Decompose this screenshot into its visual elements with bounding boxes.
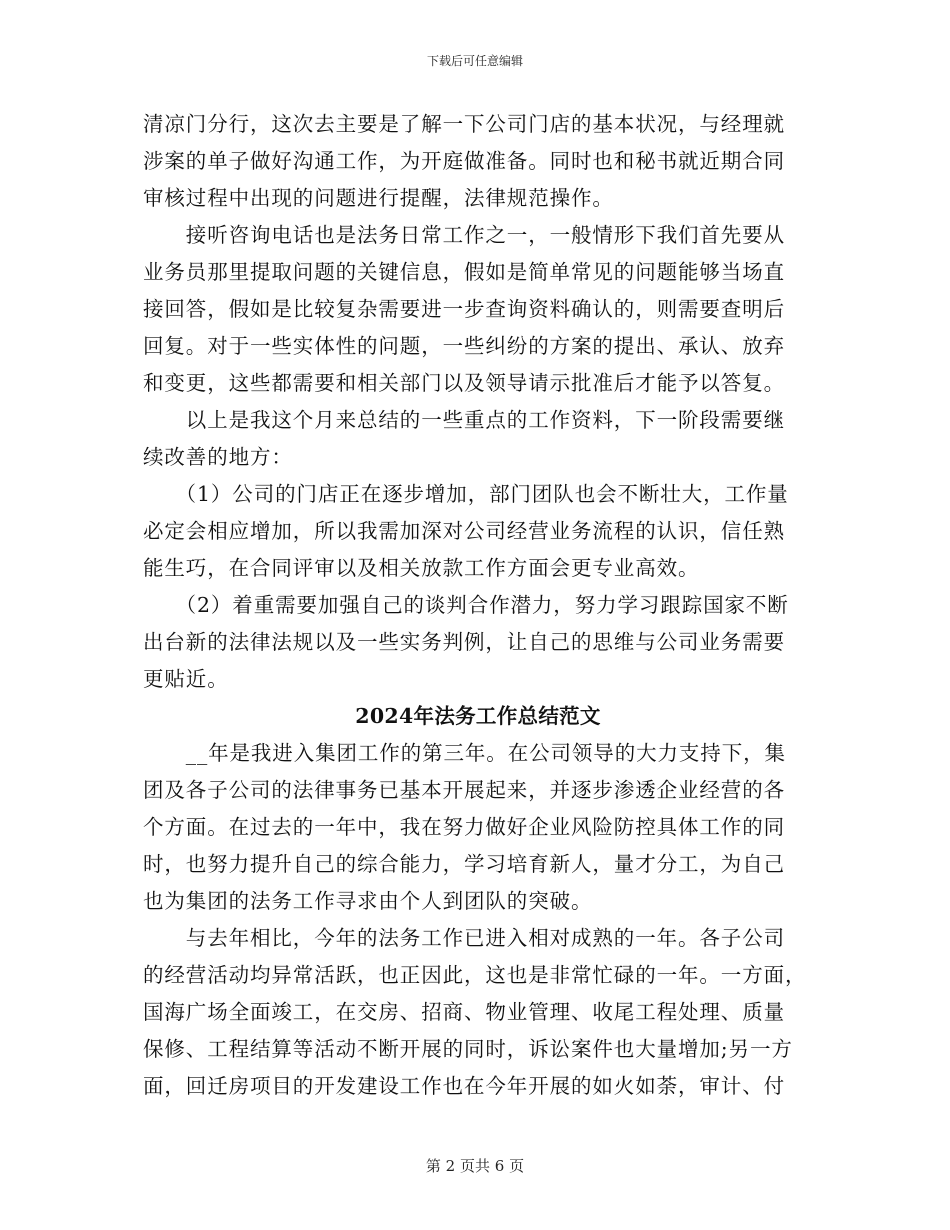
- body-line-1: 清凉门分行，这次去主要是了解一下公司门店的基本状况，与经理就: [143, 112, 785, 136]
- body-line-5: 业务员那里提取问题的关键信息，假如是简单常见的问题能够当场直: [143, 260, 785, 284]
- body-line-14: （2）着重需要加强自己的谈判合作潜力，努力学习跟踪国家不断: [143, 593, 789, 617]
- body-line-11: （1）公司的门店正在逐步增加，部门团队也会不断壮大，工作量: [143, 482, 789, 506]
- body-line-15: 出台新的法律法规以及一些实务判例，让自己的思维与公司业务需要: [143, 630, 785, 654]
- body-line-13: 能生巧，在合同评审以及相关放款工作方面会更专业高效。: [143, 556, 700, 580]
- body-line-22: 也为集团的法务工作寻求由个人到团队的突破。: [143, 889, 593, 913]
- body-line-19: 团及各子公司的法律事务已基本开展起来，并逐步渗透企业经营的各: [143, 778, 785, 802]
- body-line-7: 回复。对于一些实体性的问题，一些纠纷的方案的提出、承认、放弃: [143, 334, 785, 358]
- body-line-4: 接听咨询电话也是法务日常工作之一，一般情形下我们首先要从: [143, 223, 785, 247]
- document-body: [143, 106, 813, 1105]
- body-line-12: 必定会相应增加，所以我需加深对公司经营业务流程的认识，信任熟: [143, 519, 785, 543]
- body-line-23: 与去年相比，今年的法务工作已进入相对成熟的一年。各子公司: [143, 926, 785, 950]
- body-line-2: 涉案的单子做好沟通工作，为开庭做准备。同时也和秘书就近期合同: [143, 149, 785, 173]
- body-line-8: 和变更，这些都需要和相关部门以及领导请示批准后才能予以答复。: [143, 371, 785, 395]
- body-line-16: 更贴近。: [143, 667, 229, 691]
- page-footer: 第 2 页共 6 页: [425, 1157, 525, 1175]
- body-line-20: 个方面。在过去的一年中，我在努力做好企业风险防控具体工作的同: [143, 815, 785, 839]
- page-header: 下载后可任意编辑: [426, 54, 523, 68]
- body-line-6: 接回答，假如是比较复杂需要进一步查询资料确认的，则需要查明后: [143, 297, 785, 321]
- section-title: 2024年法务工作总结范文: [355, 704, 601, 728]
- body-line-26: 保修、工程结算等活动不断开展的同时，诉讼案件也大量增加;另一方: [143, 1037, 793, 1061]
- body-line-21: 时，也努力提升自己的综合能力，学习培育新人，量才分工，为自己: [143, 852, 785, 876]
- body-line-27: 面，回迁房项目的开发建设工作也在今年开展的如火如荼，审计、付: [143, 1074, 785, 1098]
- body-line-24: 的经营活动均异常活跃，也正因此，这也是非常忙碌的一年。一方面，: [143, 963, 807, 987]
- body-line-3: 审核过程中出现的问题进行提醒，法律规范操作。: [143, 186, 614, 210]
- body-line-18: __年是我进入集团工作的第三年。在公司领导的大力支持下，集: [143, 741, 786, 765]
- body-line-10: 续改善的地方：: [143, 445, 293, 469]
- body-line-25: 国海广场全面竣工，在交房、招商、物业管理、收尾工程处理、质量: [143, 1000, 785, 1024]
- body-line-9: 以上是我这个月来总结的一些重点的工作资料，下一阶段需要继: [143, 408, 785, 432]
